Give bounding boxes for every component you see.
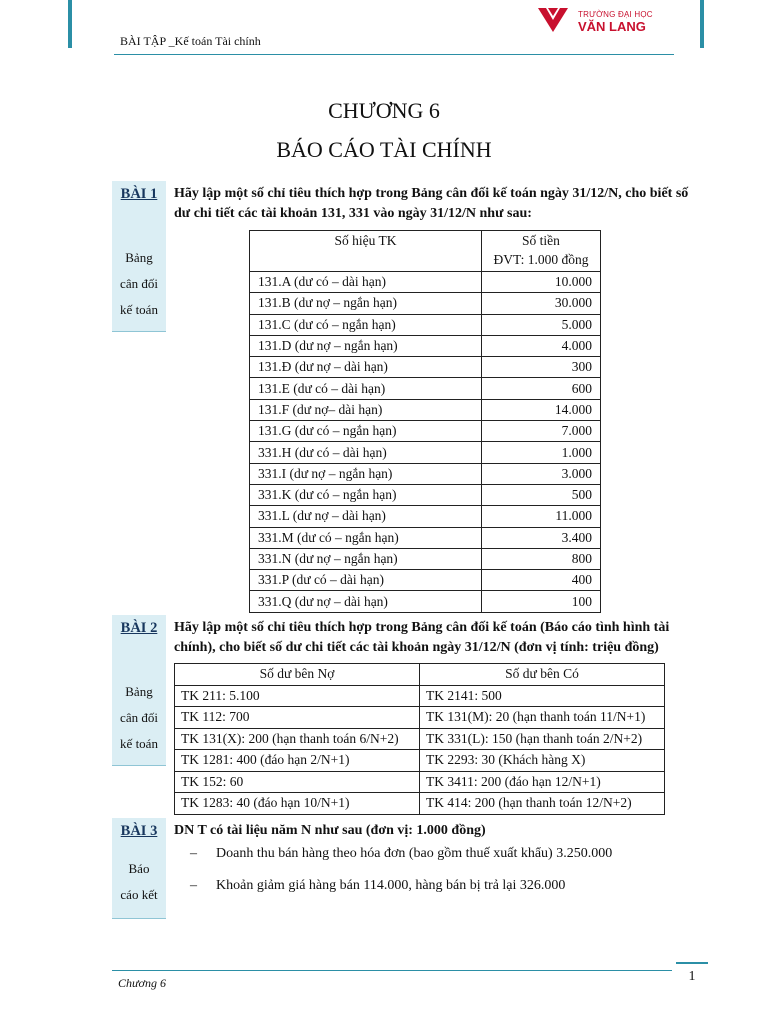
exercise-3-label: BÀI 3 <box>120 823 158 839</box>
amount-cell: 14.000 <box>482 399 601 420</box>
credit-cell: TK 2293: 30 (Khách hàng X) <box>420 750 665 772</box>
col-debit-header: Số dư bên Nợ <box>175 664 420 686</box>
exercise-2-topic-line: Bảng <box>125 684 153 699</box>
header-title: BÀI TẬP _Kế toán Tài chính <box>120 34 261 48</box>
debit-cell: TK 1281: 400 (đáo hạn 2/N+1) <box>175 750 420 772</box>
amount-cell: 3.400 <box>482 527 601 548</box>
header-left-bar <box>68 0 72 48</box>
amount-cell: 100 <box>482 591 601 612</box>
footer-chapter: Chương 6 <box>118 976 166 990</box>
amount-cell: 1.000 <box>482 442 601 463</box>
credit-cell: TK 3411: 200 (đáo hạn 12/N+1) <box>420 771 665 793</box>
exercise-3-label-box <box>112 818 166 919</box>
exercise-1-label-box <box>112 181 166 332</box>
logo-text-bottom: VĂN LANG <box>578 19 646 34</box>
account-cell: 331.M (dư có – ngắn hạn) <box>250 527 482 548</box>
account-cell: 131.Đ (dư nợ – dài hạn) <box>250 357 482 378</box>
account-cell: 331.N (dư nợ – ngắn hạn) <box>250 548 482 569</box>
university-logo <box>536 6 676 34</box>
table-row <box>175 771 665 793</box>
debit-cell: TK 1283: 40 (đáo hạn 10/N+1) <box>175 793 420 815</box>
dash-marker: – <box>190 878 197 893</box>
table-row <box>175 728 665 750</box>
col-amount-header <box>482 231 601 272</box>
table-row <box>250 484 601 505</box>
exercise-2-task: Hãy lập một số chỉ tiêu thích hợp trong Bảng cân đối kế toán (Báo cáo tình hình tài chính), cho biết số dư chi tiết các tài khoản ngày 31/12/N (đơn vị tính: triệu đồng) <box>174 620 670 655</box>
header-divider <box>114 54 674 55</box>
list-item <box>190 846 612 878</box>
exercise-2-table <box>174 663 665 815</box>
amount-cell: 300 <box>482 357 601 378</box>
credit-cell: TK 131(M): 20 (hạn thanh toán 11/N+1) <box>420 707 665 729</box>
table-row <box>250 527 601 548</box>
exercise-1-topic-line: cân đối <box>120 276 158 291</box>
table-header-row <box>175 664 665 686</box>
dash-marker: – <box>190 846 197 861</box>
table-row <box>250 591 601 612</box>
account-cell: 331.Q (dư nợ – dài hạn) <box>250 591 482 612</box>
exercise-1-task: Hãy lập một số chỉ tiêu thích hợp trong Bảng cân đối kế toán ngày 31/12/N, cho biết số dư chi tiết các tài khoản 131, 331 vào ngày 31/12/N như sau: <box>174 186 689 221</box>
table-row <box>250 506 601 527</box>
amount-cell: 10.000 <box>482 272 601 293</box>
footer-divider <box>112 970 672 971</box>
account-cell: 331.I (dư nợ – ngắn hạn) <box>250 463 482 484</box>
credit-cell: TK 2141: 500 <box>420 685 665 707</box>
col-credit-header: Số dư bên Có <box>420 664 665 686</box>
credit-cell: TK 331(L): 150 (hạn thanh toán 2/N+2) <box>420 728 665 750</box>
table-header-row <box>250 231 601 272</box>
account-cell: 131.E (dư có – dài hạn) <box>250 378 482 399</box>
list-item-text: Doanh thu bán hàng theo hóa đơn (bao gồm thuế xuất khẩu) 3.250.000 <box>216 846 613 861</box>
debit-cell: TK 131(X): 200 (hạn thanh toán 6/N+2) <box>175 728 420 750</box>
table-row <box>250 272 601 293</box>
amount-cell: 3.000 <box>482 463 601 484</box>
account-cell: 131.G (dư có – ngắn hạn) <box>250 421 482 442</box>
exercise-2-label: BÀI 2 <box>120 620 158 636</box>
list-item <box>190 878 612 910</box>
amount-cell: 4.000 <box>482 335 601 356</box>
exercise-2-topic-line: kế toán <box>120 736 158 751</box>
exercise-1-table <box>249 230 601 613</box>
amount-cell: 5.000 <box>482 314 601 335</box>
table-row <box>250 293 601 314</box>
debit-cell: TK 152: 60 <box>175 771 420 793</box>
account-cell: 331.P (dư có – dài hạn) <box>250 570 482 591</box>
amount-cell: 500 <box>482 484 601 505</box>
table-row <box>250 378 601 399</box>
debit-cell: TK 211: 5.100 <box>175 685 420 707</box>
col-amount-unit: ĐVT: 1.000 đồng <box>493 252 589 267</box>
amount-cell: 11.000 <box>482 506 601 527</box>
account-cell: 131.F (dư nợ– dài hạn) <box>250 399 482 420</box>
account-cell: 131.B (dư nợ – ngắn hạn) <box>250 293 482 314</box>
chapter-number: CHƯƠNG 6 <box>328 98 440 123</box>
exercise-3-topic-line: Báo <box>128 861 150 876</box>
table-row <box>175 707 665 729</box>
header-right-bar <box>700 0 704 48</box>
table-row <box>175 685 665 707</box>
table-row <box>250 548 601 569</box>
amount-cell: 400 <box>482 570 601 591</box>
table-row <box>250 314 601 335</box>
logo-text-top: TRƯỜNG ĐẠI HỌC <box>578 10 653 19</box>
exercise-2-label-box <box>112 615 166 766</box>
page-number: 1 <box>676 962 708 990</box>
exercise-1-topic-line: kế toán <box>120 302 158 317</box>
table-row <box>250 399 601 420</box>
table-row <box>175 793 665 815</box>
table-row <box>250 357 601 378</box>
amount-cell: 800 <box>482 548 601 569</box>
account-cell: 331.L (dư nợ – dài hạn) <box>250 506 482 527</box>
amount-cell: 7.000 <box>482 421 601 442</box>
account-cell: 131.C (dư có – ngắn hạn) <box>250 314 482 335</box>
list-item-text: Khoản giảm giá hàng bán 114.000, hàng bán bị trả lại 326.000 <box>216 878 566 893</box>
debit-cell: TK 112: 700 <box>175 707 420 729</box>
col-amount-title: Số tiền <box>522 233 560 248</box>
amount-cell: 600 <box>482 378 601 399</box>
credit-cell: TK 414: 200 (hạn thanh toán 12/N+2) <box>420 793 665 815</box>
amount-cell: 30.000 <box>482 293 601 314</box>
table-row <box>250 421 601 442</box>
account-cell: 131.A (dư có – dài hạn) <box>250 272 482 293</box>
exercise-1-topic-line: Bảng <box>125 250 153 265</box>
chapter-title: BÁO CÁO TÀI CHÍNH <box>276 137 492 162</box>
exercise-1-label: BÀI 1 <box>120 186 158 202</box>
account-cell: 131.D (dư nợ – ngắn hạn) <box>250 335 482 356</box>
exercise-3-topic-line: cáo kết <box>120 887 158 902</box>
table-row <box>175 750 665 772</box>
exercise-3-task: DN T có tài liệu năm N như sau (đơn vị: 1.000 đồng) <box>174 823 486 838</box>
logo-emblem-icon <box>536 6 570 34</box>
table-row <box>250 442 601 463</box>
table-row <box>250 570 601 591</box>
table-row <box>250 335 601 356</box>
account-cell: 331.H (dư có – dài hạn) <box>250 442 482 463</box>
exercise-3-list <box>190 846 612 910</box>
exercise-2-topic-line: cân đối <box>120 710 158 725</box>
account-cell: 331.K (dư có – ngắn hạn) <box>250 484 482 505</box>
col-account-header: Số hiệu TK <box>250 231 482 272</box>
table-row <box>250 463 601 484</box>
